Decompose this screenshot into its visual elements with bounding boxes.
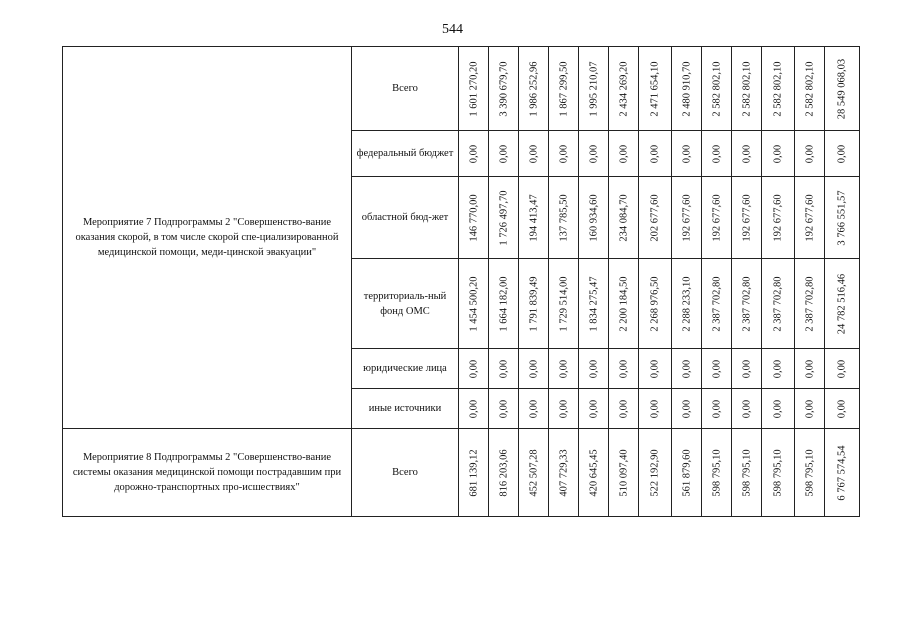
amount-value: 0,00 (558, 359, 569, 378)
amount-value: 0,00 (741, 144, 752, 163)
amount-value: 0,00 (468, 144, 479, 163)
amount-value: 522 192,90 (649, 448, 661, 497)
amount-cell (762, 259, 795, 349)
amount-cell (459, 47, 489, 131)
funding-source-cell: федеральный бюджет (352, 131, 459, 177)
amount-cell (732, 429, 762, 517)
amount-cell (609, 389, 639, 429)
amount-value: 598 795,10 (772, 448, 784, 497)
amount-cell (609, 259, 639, 349)
amount-cell (579, 131, 609, 177)
amount-value: 0,00 (804, 144, 815, 163)
amount-value: 192 677,60 (741, 193, 752, 242)
amount-cell (762, 349, 795, 389)
amount-cell (825, 349, 860, 389)
amount-value: 2 200 184,50 (618, 275, 629, 332)
amount-cell (672, 131, 702, 177)
amount-value: 816 203,06 (498, 448, 509, 497)
amount-value: 0,00 (528, 399, 539, 418)
amount-cell (795, 47, 825, 131)
amount-cell (702, 389, 732, 429)
amount-value: 2 387 702,80 (711, 275, 722, 332)
amount-value: 2 480 910,70 (681, 60, 692, 117)
amount-value: 0,00 (711, 144, 722, 163)
amount-cell (579, 429, 609, 517)
amount-cell (762, 389, 795, 429)
amount-cell (459, 259, 489, 349)
amount-value: 0,00 (772, 359, 784, 378)
amount-cell (579, 259, 609, 349)
amount-value: 0,00 (498, 359, 509, 378)
amount-cell (519, 47, 549, 131)
amount-cell (519, 429, 549, 517)
amount-cell (825, 429, 860, 517)
amount-value: 452 507,28 (528, 448, 539, 497)
amount-value: 2 582 802,10 (711, 60, 722, 117)
amount-cell (549, 177, 579, 259)
amount-value: 192 677,60 (804, 193, 815, 242)
amount-cell (825, 131, 860, 177)
amount-value: 0,00 (558, 144, 569, 163)
funding-source-cell: Всего (352, 47, 459, 131)
amount-value: 0,00 (741, 399, 752, 418)
amount-value: 3 766 551,57 (836, 189, 848, 246)
amount-cell (732, 389, 762, 429)
amount-cell (519, 389, 549, 429)
amount-cell (639, 47, 672, 131)
amount-value: 0,00 (618, 144, 629, 163)
amount-cell (672, 349, 702, 389)
amount-value: 1 664 182,00 (498, 275, 509, 332)
amount-value: 1 791 839,49 (528, 275, 539, 332)
amount-value: 24 782 516,46 (836, 273, 848, 334)
amount-cell (609, 177, 639, 259)
amount-cell (519, 349, 549, 389)
amount-cell (672, 47, 702, 131)
amount-value: 146 770,00 (468, 193, 479, 242)
amount-cell (795, 349, 825, 389)
amount-value: 1 995 210,07 (588, 60, 599, 117)
amount-value: 1 726 497,70 (498, 189, 509, 246)
amount-value: 2 582 802,10 (772, 60, 784, 117)
amount-value: 1 454 500,20 (468, 275, 479, 332)
amount-value: 2 582 802,10 (804, 60, 815, 117)
amount-value: 1 729 514,00 (558, 275, 569, 332)
amount-cell (579, 389, 609, 429)
amount-value: 2 471 654,10 (649, 60, 661, 117)
amount-cell (732, 259, 762, 349)
amount-value: 0,00 (681, 399, 692, 418)
amount-value: 0,00 (649, 399, 661, 418)
amount-cell (639, 177, 672, 259)
amount-value: 2 387 702,80 (804, 275, 815, 332)
amount-value: 160 934,60 (588, 193, 599, 242)
amount-cell (489, 177, 519, 259)
amount-cell (489, 259, 519, 349)
amount-value: 0,00 (649, 144, 661, 163)
amount-cell (459, 429, 489, 517)
amount-cell (639, 389, 672, 429)
amount-value: 0,00 (528, 359, 539, 378)
amount-cell (639, 131, 672, 177)
amount-value: 0,00 (588, 399, 599, 418)
amount-cell (732, 177, 762, 259)
amount-value: 0,00 (772, 399, 784, 418)
amount-value: 0,00 (681, 359, 692, 378)
amount-cell (519, 259, 549, 349)
amount-value: 0,00 (772, 144, 784, 163)
amount-cell (609, 349, 639, 389)
amount-value: 2 582 802,10 (741, 60, 752, 117)
amount-cell (549, 429, 579, 517)
amount-cell (825, 389, 860, 429)
amount-cell (549, 47, 579, 131)
amount-cell (825, 259, 860, 349)
amount-value: 0,00 (528, 144, 539, 163)
amount-cell (702, 131, 732, 177)
amount-cell (519, 177, 549, 259)
amount-cell (489, 429, 519, 517)
amount-value: 0,00 (558, 399, 569, 418)
funding-source-cell: иные источники (352, 389, 459, 429)
amount-value: 192 677,60 (711, 193, 722, 242)
amount-value: 0,00 (711, 359, 722, 378)
amount-value: 561 879,60 (681, 448, 692, 497)
amount-value: 0,00 (681, 144, 692, 163)
amount-value: 0,00 (468, 359, 479, 378)
amount-value: 192 677,60 (681, 193, 692, 242)
amount-cell (549, 349, 579, 389)
amount-value: 0,00 (836, 144, 848, 163)
amount-value: 0,00 (588, 359, 599, 378)
amount-value: 2 268 976,50 (649, 275, 661, 332)
amount-value: 0,00 (836, 399, 848, 418)
amount-cell (579, 349, 609, 389)
amount-cell (762, 131, 795, 177)
amount-value: 202 677,60 (649, 193, 661, 242)
amount-cell (672, 429, 702, 517)
amount-cell (672, 259, 702, 349)
amount-cell (702, 259, 732, 349)
amount-value: 598 795,10 (741, 448, 752, 497)
measure-name-cell: Мероприятие 8 Подпрограммы 2 "Совершенство-вание системы оказания медицинской помощи пострадавшим при дорожно-транспортных про-исшествиях" (63, 429, 352, 517)
amount-value: 2 387 702,80 (741, 275, 752, 332)
amount-value: 1 834 275,47 (588, 275, 599, 332)
amount-cell (579, 47, 609, 131)
amount-cell (579, 177, 609, 259)
page-number: 544 (442, 22, 463, 37)
amount-value: 420 645,45 (588, 448, 599, 497)
funding-source-cell: областной бюд-жет (352, 177, 459, 259)
amount-cell (459, 177, 489, 259)
amount-cell (732, 131, 762, 177)
amount-cell (702, 349, 732, 389)
amount-value: 0,00 (468, 399, 479, 418)
amount-cell (639, 429, 672, 517)
amount-cell (762, 177, 795, 259)
amount-value: 0,00 (741, 359, 752, 378)
amount-cell (549, 389, 579, 429)
amount-value: 0,00 (498, 144, 509, 163)
amount-cell (672, 389, 702, 429)
amount-value: 1 867 299,50 (558, 60, 569, 117)
funding-source-cell: юридические лица (352, 349, 459, 389)
amount-value: 407 729,33 (558, 448, 569, 497)
measure-name-cell: Мероприятие 7 Подпрограммы 2 "Совершенство-вание оказания скорой, в том числе скорой спе-циализированной медицинской помощи, меди-цинской эвакуации" (63, 47, 352, 429)
amount-cell (702, 47, 732, 131)
amount-cell (639, 259, 672, 349)
amount-cell (459, 131, 489, 177)
amount-cell (549, 259, 579, 349)
amount-value: 598 795,10 (711, 448, 722, 497)
amount-value: 0,00 (836, 359, 848, 378)
amount-cell (459, 349, 489, 389)
amount-cell (549, 131, 579, 177)
amount-cell (795, 429, 825, 517)
amount-value: 6 767 574,54 (836, 444, 848, 501)
amount-value: 681 139,12 (468, 448, 479, 497)
amount-value: 2 387 702,80 (772, 275, 784, 332)
amount-cell (732, 349, 762, 389)
amount-value: 0,00 (498, 399, 509, 418)
amount-cell (795, 177, 825, 259)
amount-value: 0,00 (649, 359, 661, 378)
amount-value: 0,00 (804, 359, 815, 378)
amount-value: 137 785,50 (558, 193, 569, 242)
amount-cell (762, 429, 795, 517)
amount-value: 28 549 068,03 (836, 58, 848, 119)
amount-cell (825, 47, 860, 131)
amount-cell (702, 177, 732, 259)
amount-value: 234 084,70 (618, 193, 629, 242)
amount-cell (609, 429, 639, 517)
amount-cell (795, 259, 825, 349)
amount-cell (762, 47, 795, 131)
amount-cell (672, 177, 702, 259)
amount-value: 598 795,10 (804, 448, 815, 497)
amount-value: 1 601 270,20 (468, 60, 479, 117)
amount-cell (639, 349, 672, 389)
amount-value: 2 434 269,20 (618, 60, 629, 117)
amount-cell (489, 349, 519, 389)
amount-value: 2 288 233,10 (681, 275, 692, 332)
amount-value: 0,00 (618, 359, 629, 378)
amount-value: 0,00 (804, 399, 815, 418)
amount-cell (489, 389, 519, 429)
amount-cell (489, 131, 519, 177)
funding-source-cell: Всего (352, 429, 459, 517)
amount-cell (459, 389, 489, 429)
table-row (63, 429, 860, 517)
amount-value: 192 677,60 (772, 193, 784, 242)
amount-cell (825, 177, 860, 259)
amount-value: 3 390 679,70 (498, 60, 509, 117)
amount-value: 1 986 252,96 (528, 60, 539, 117)
amount-value: 0,00 (618, 399, 629, 418)
amount-cell (609, 131, 639, 177)
amount-cell (519, 131, 549, 177)
amount-cell (732, 47, 762, 131)
amount-cell (489, 47, 519, 131)
amount-value: 0,00 (711, 399, 722, 418)
table-row (63, 47, 860, 131)
amount-value: 194 413,47 (528, 193, 539, 242)
budget-table (62, 46, 860, 517)
amount-value: 0,00 (588, 144, 599, 163)
amount-cell (795, 131, 825, 177)
amount-cell (795, 389, 825, 429)
funding-source-cell: территориаль-ный фонд ОМС (352, 259, 459, 349)
amount-cell (609, 47, 639, 131)
amount-cell (702, 429, 732, 517)
amount-value: 510 097,40 (618, 448, 629, 497)
